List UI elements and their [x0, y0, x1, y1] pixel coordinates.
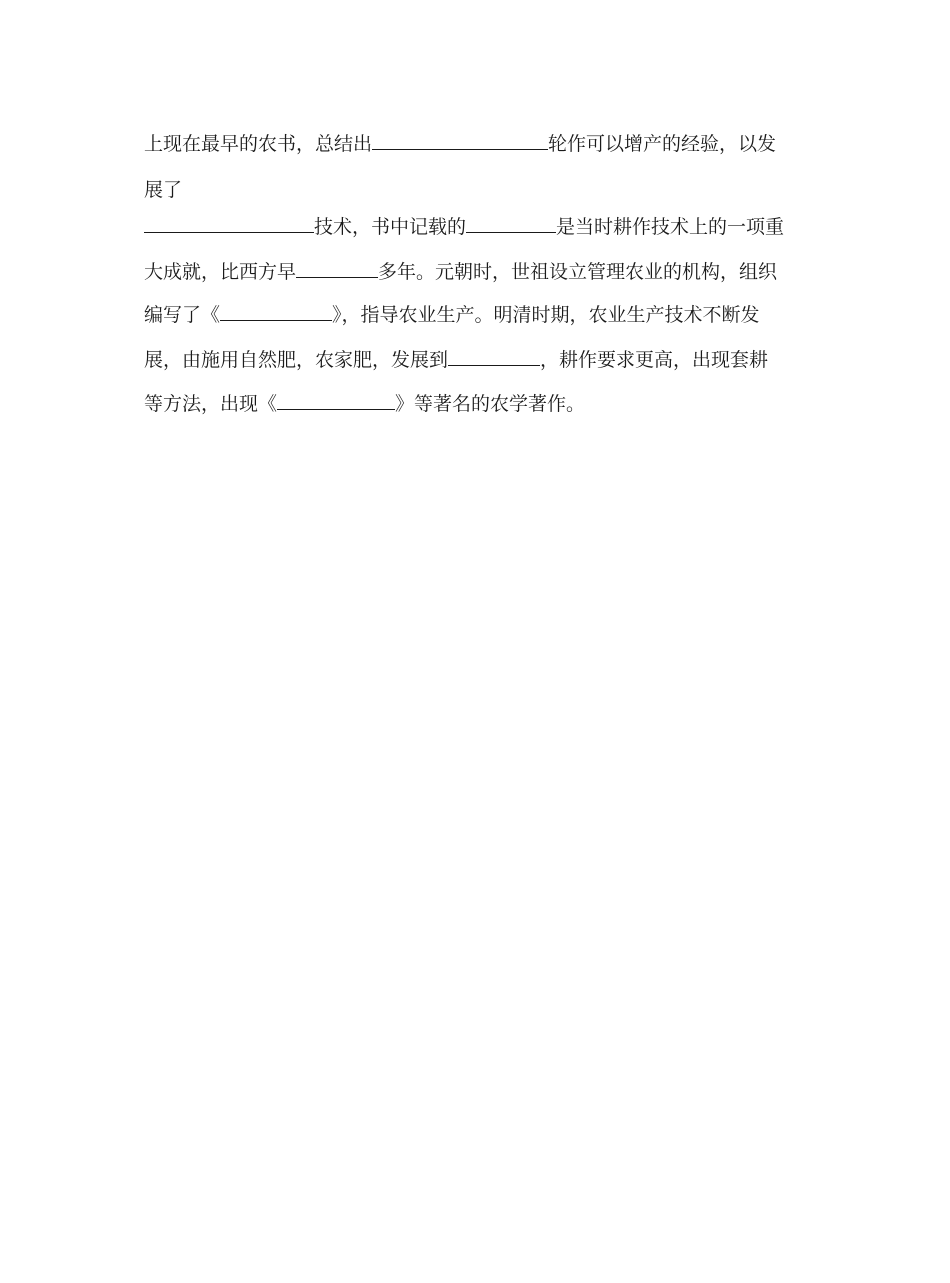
text-segment: 轮作可以增产的经验，以发 — [548, 133, 777, 155]
text-line-6 — [144, 348, 768, 372]
text-segment: 技术，书中记载的 — [314, 216, 467, 238]
fill-blank-4 — [296, 260, 378, 278]
text-segment: 是当时耕作技术上的一项重 — [556, 216, 785, 238]
text-segment: 展了 — [144, 179, 183, 201]
text-segment: 等方法，出现《 — [144, 393, 278, 415]
text-line-5 — [144, 303, 760, 327]
fill-blank-7 — [277, 392, 395, 410]
text-line-4 — [144, 260, 777, 284]
text-segment: 编写了《 — [144, 304, 221, 326]
text-segment: 大成就，比西方早 — [144, 261, 297, 283]
fill-blank-2 — [144, 215, 314, 233]
text-line-1 — [144, 132, 776, 156]
text-line-7 — [144, 392, 585, 416]
text-segment: 上现在最早的农书，总结出 — [144, 133, 373, 155]
text-segment: 》，指导农业生产。明清时期，农业生产技术不断发 — [332, 304, 760, 326]
text-line-2 — [144, 178, 182, 202]
fill-blank-1 — [372, 132, 548, 150]
fill-blank-6 — [448, 348, 540, 366]
text-segment: 多年。元朝时，世祖设立管理农业的机构，组织 — [378, 261, 778, 283]
text-line-3 — [144, 215, 784, 239]
text-segment: ，耕作要求更高，出现套耕 — [540, 349, 769, 371]
text-segment: 》等著名的农学著作。 — [395, 393, 586, 415]
text-segment: 展，由施用自然肥，农家肥，发展到 — [144, 349, 449, 371]
fill-blank-3 — [466, 215, 556, 233]
fill-blank-5 — [220, 303, 332, 321]
